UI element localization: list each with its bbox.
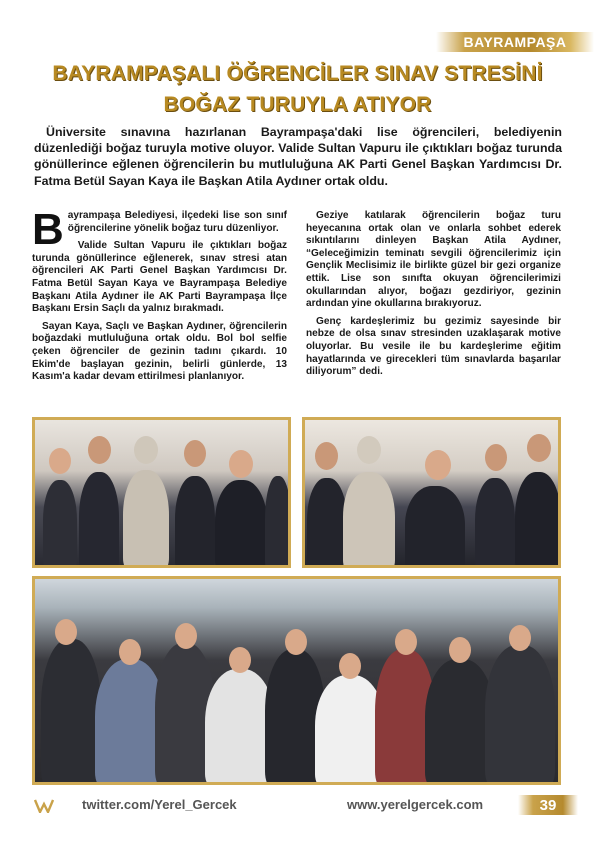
article-column-left <box>32 205 287 389</box>
photo-ferry-officials <box>32 417 291 568</box>
paragraph: Geziye katılarak öğrencilerin boğaz turu heyecanına ortak olan ve onlarla sohbet ederek sıkıntılarını dinleyen Başkan Atila Aydıner, “Geleceğimizin teminatı sevgili öğrencilerimiz için Gençlik Meclisimiz ile birlikte güzel bir gezi organize ettik. Lise son sınıfta okuyan öğrencilerimizi okullarından alıyor, boğazı gezdiriyor, gezinin ardından yine okullarına bırakıyoruz. <box>306 210 561 310</box>
website-link[interactable]: www.yerelgercek.com <box>347 797 484 812</box>
paragraph-text: ayrampaşa Belediyesi, ilçedeki lise son sınıf öğrencilerine yönelik boğaz turu düzenliyor. <box>67 210 287 234</box>
dropcap: B <box>32 205 64 254</box>
page-number: 39 <box>518 795 578 815</box>
paragraph: Sayan Kaya, Saçlı ve Başkan Aydıner, öğrencilerin boğazdaki mutluluğuna ortak oldu. Bol bol selfie çeken öğrenciler de gezinin tadını çıkardı. 10 Ekim'de başlayan gezinin, belirli günlerde, 13 Kasım'a kadar devam ettirilmesi planlanıyor. <box>32 320 287 383</box>
article-column-right <box>306 210 561 384</box>
headline-line-1: BAYRAMPAŞALI ÖĞRENCİLER SINAV STRESİNİ <box>52 62 543 85</box>
paragraph <box>32 205 287 254</box>
paragraph: Valide Sultan Vapuru ile çıktıkları boğaz turunda gönüllerince eğlenerek, sınav stresi atan öğrencileri AK Parti Genel Başkan Yardımcısı Dr. Fatma Betül Sayan Kaya ve Bayrampaşa Belediye Başkanı Atila Aydıner ile AK Parti Bayrampaşa İlçe Başkanı Ersin Saçlı da yalnız bırakmadı. <box>32 240 287 315</box>
lead-paragraph: Üniversite sınavına hazırlanan Bayrampaşa'daki lise öğrencileri, belediyenin düzenlediği boğaz turuyla motive oluyor. Valide Sultan Vapuru ile çıktıkları boğaz turunda gönüllerince eğlenen öğrencilerin bu mutluluğuna AK Parti Genel Başkan Yardımcısı Dr. Fatma Betül Sayan Kaya ile Başkan Atila Aydıner ortak oldu. <box>34 125 562 188</box>
page-title <box>20 58 575 120</box>
section-label: BAYRAMPAŞA <box>436 32 594 52</box>
photo-ferry-speech <box>302 417 561 568</box>
brand-logo-icon <box>34 799 54 813</box>
photo-group-students <box>32 576 561 785</box>
paragraph: Genç kardeşlerimiz bu gezimiz sayesinde bir nebze de olsa sınav stresinden uzaklaşarak motive oluyorlar. Bu vesile ile bu kardeşlerime eğitim hayatlarında ve girecekleri tüm sınavlarda başarılar diliyorum” dedi. <box>306 315 561 378</box>
twitter-link[interactable]: twitter.com/Yerel_Gercek <box>82 797 237 812</box>
headline-line-2: BOĞAZ TURUYLA ATIYOR <box>163 93 432 116</box>
